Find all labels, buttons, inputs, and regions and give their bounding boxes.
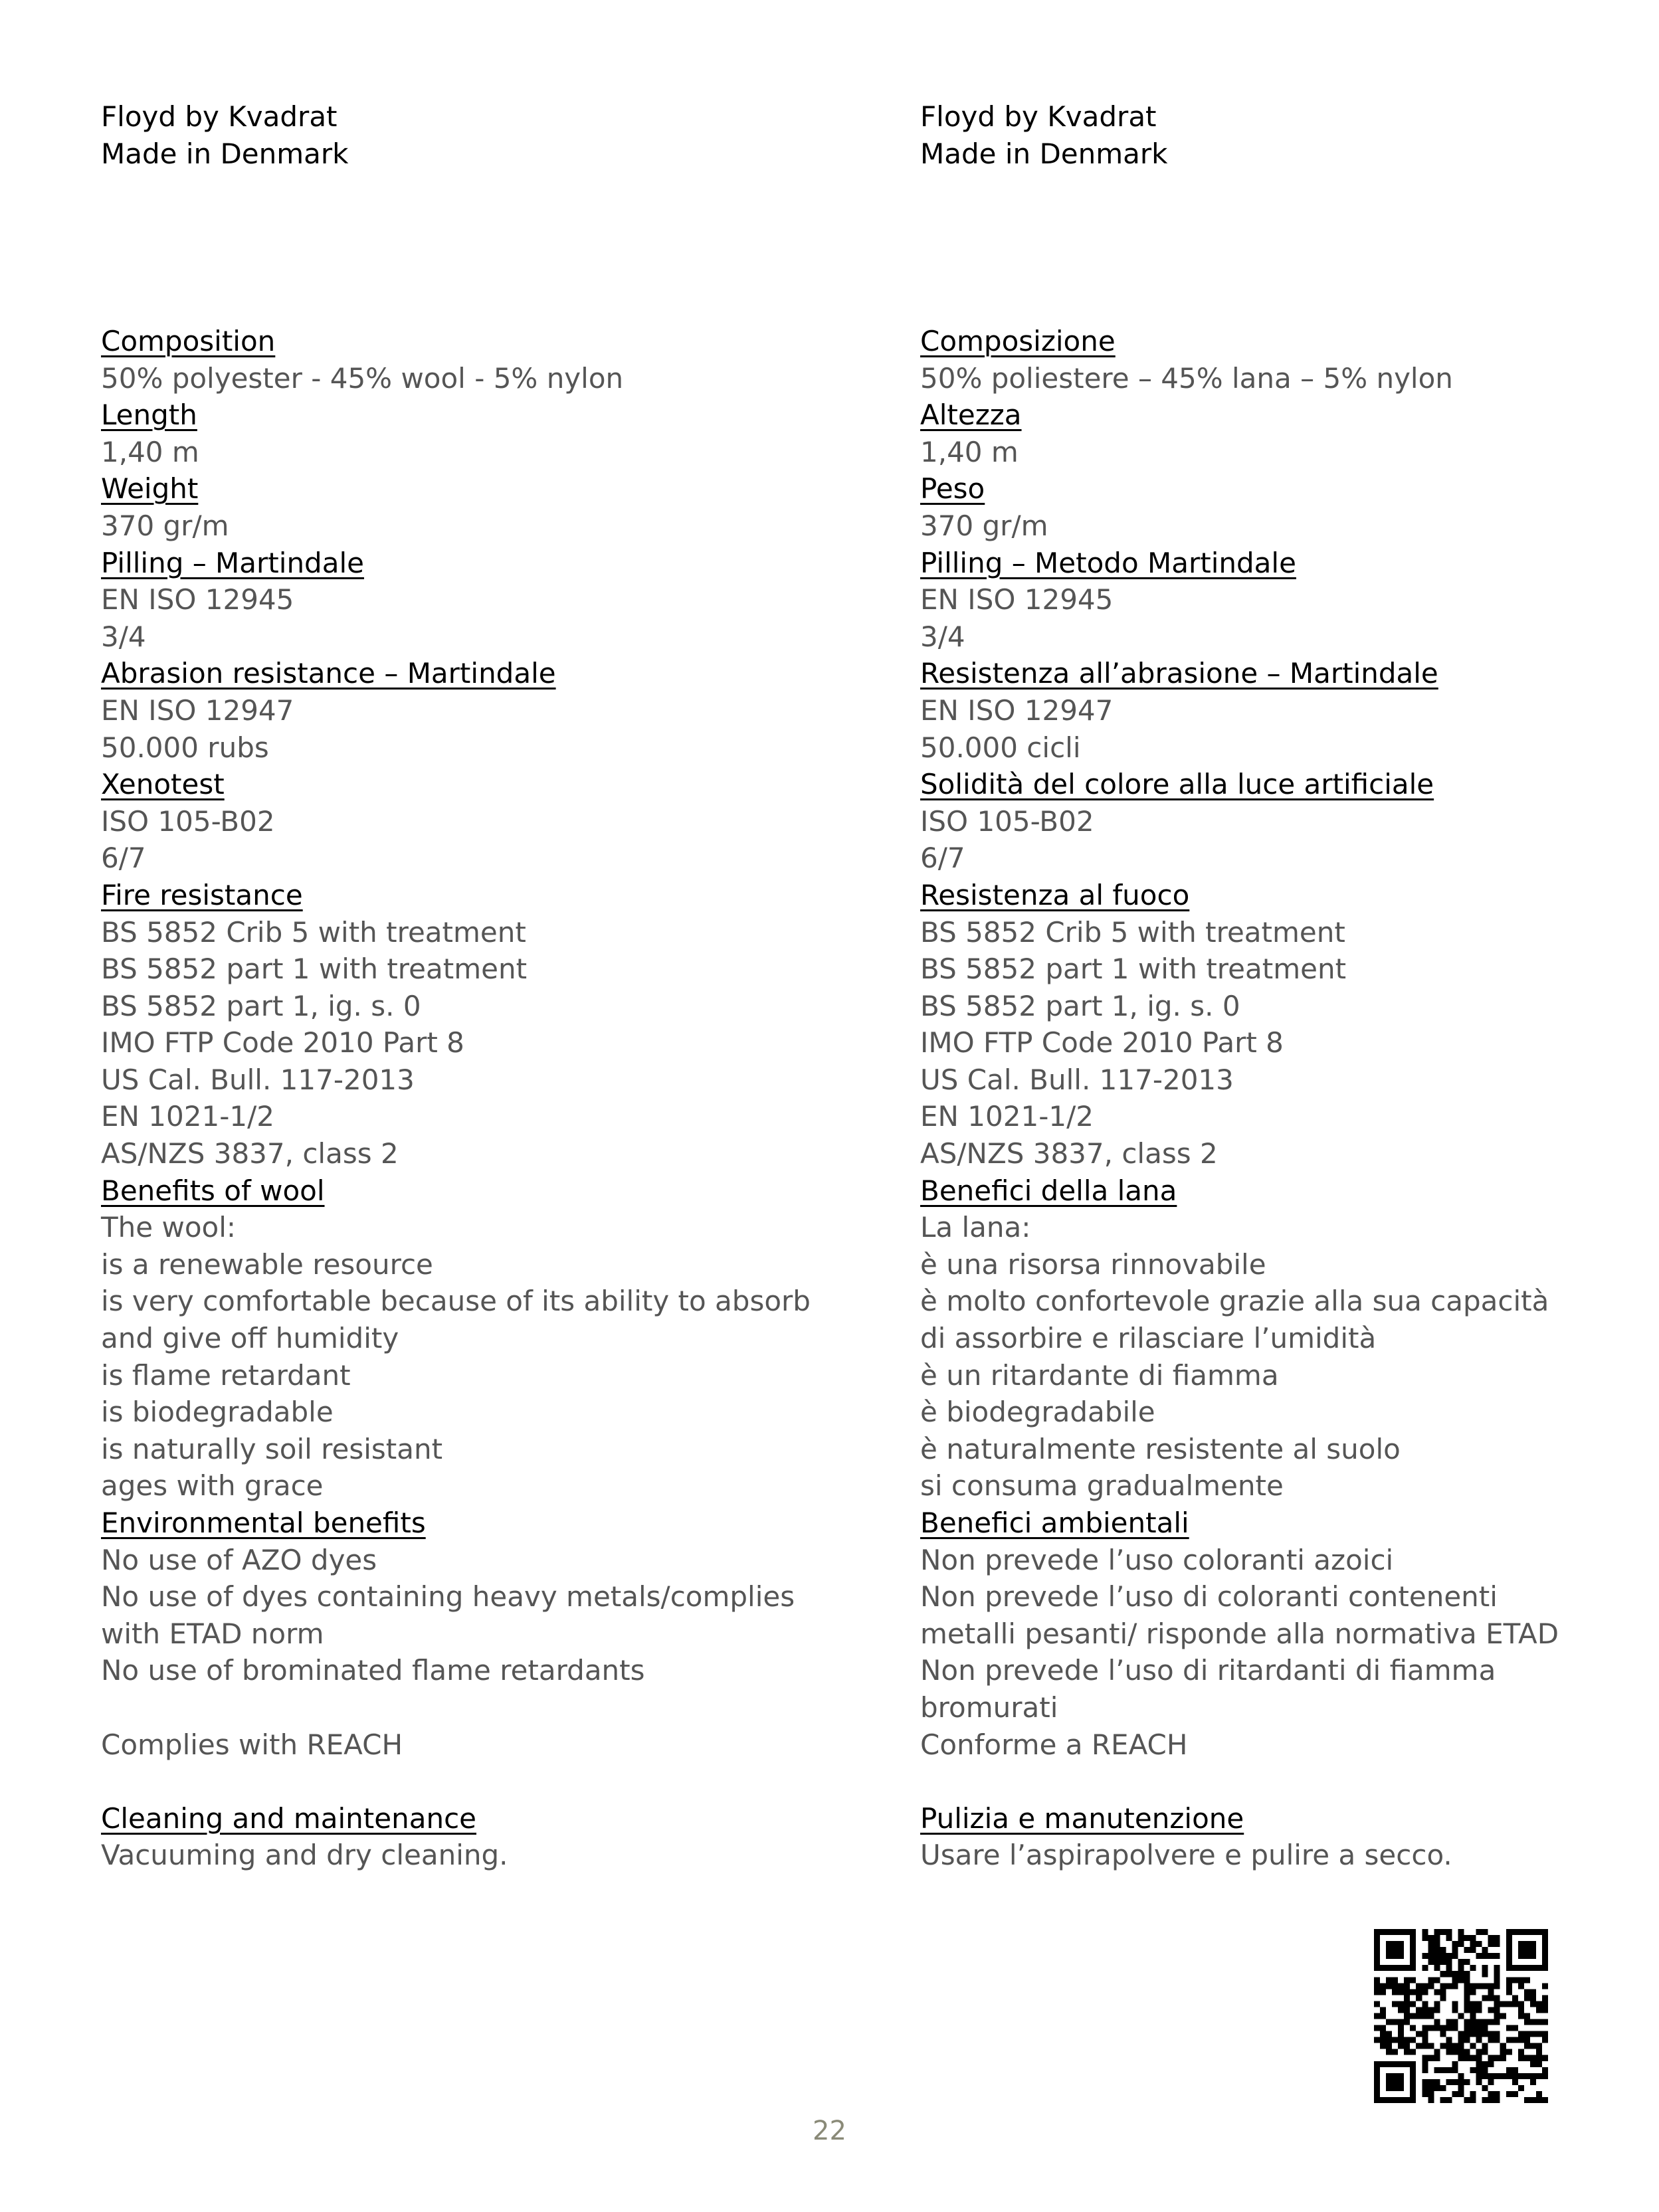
blank-line [101, 1689, 865, 1726]
section-heading: Abrasion resistance – Martindale [101, 657, 556, 690]
spec-value: AS/NZS 3837, class 2 [101, 1137, 399, 1170]
spec-value: and give off humidity [101, 1322, 399, 1355]
spec-value: No use of dyes containing heavy metals/complies [101, 1580, 795, 1613]
section-heading: Weight [101, 472, 199, 506]
spec-value: BS 5852 part 1 with treatment [101, 953, 528, 986]
section-heading: Length [101, 399, 197, 432]
spec-value: è biodegradabile [920, 1396, 1155, 1429]
spec-value: ISO 105-B02 [920, 804, 1094, 838]
spec-value: 370 gr/m [101, 509, 229, 542]
spec-value: 50% polyester - 45% wool - 5% nylon [101, 361, 624, 395]
spec-value: è un ritardante di fiamma [920, 1358, 1279, 1392]
spec-value: metalli pesanti/ risponde alla normativa ETAD [920, 1617, 1559, 1650]
spec-value: BS 5852 part 1, ig. s. 0 [101, 989, 421, 1022]
spec-value: EN 1021-1/2 [920, 1100, 1094, 1133]
spec-value: US Cal. Bull. 117-2013 [101, 1063, 415, 1096]
spec-value: EN ISO 12945 [920, 583, 1114, 616]
section-heading: Altezza [920, 399, 1022, 432]
spec-value: is a renewable resource [101, 1247, 433, 1281]
spec-value: with ETAD norm [101, 1617, 324, 1650]
section-heading: Cleaning and maintenance [101, 1801, 477, 1835]
blank-line [101, 1763, 865, 1800]
section-heading: Benefits of wool [101, 1174, 325, 1207]
spec-value: IMO FTP Code 2010 Part 8 [101, 1026, 464, 1060]
spec-value: EN ISO 12947 [920, 693, 1114, 727]
spec-value: EN ISO 12945 [101, 583, 294, 616]
section-heading: Peso [920, 472, 985, 506]
section-heading: Pilling – Metodo Martindale [920, 546, 1296, 579]
spec-value: BS 5852 part 1 with treatment [920, 953, 1347, 986]
section-heading: Environmental benefits [101, 1507, 426, 1539]
spec-value: bromurati [920, 1691, 1058, 1724]
section-heading: Composition [101, 325, 276, 357]
section-heading: Resistenza all’abrasione – Martindale [920, 657, 1438, 690]
spec-value: 1,40 m [101, 435, 199, 468]
spec-value: ages with grace [101, 1469, 324, 1503]
spec-value: 1,40 m [920, 435, 1019, 468]
spec-list-english [101, 323, 865, 1874]
spec-value: EN 1021-1/2 [101, 1100, 274, 1133]
spec-value: is biodegradable [101, 1396, 334, 1429]
qr-code-icon[interactable] [1374, 1929, 1548, 2103]
spec-value: Non prevede l’uso di coloranti contenenti [920, 1580, 1498, 1613]
spec-value: US Cal. Bull. 117-2013 [920, 1063, 1234, 1096]
spec-value: No use of AZO dyes [101, 1543, 377, 1576]
spec-value: ISO 105-B02 [101, 804, 275, 838]
spec-value: Vacuuming and dry cleaning. [101, 1839, 508, 1872]
section-heading: Fire resistance [101, 878, 303, 911]
spec-value: EN ISO 12947 [101, 693, 294, 727]
spec-list-italian [920, 323, 1659, 1874]
section-heading: Resistenza al fuoco [920, 878, 1190, 911]
section-heading: Pilling – Martindale [101, 546, 364, 579]
italian-column [920, 98, 1659, 1872]
spec-value: La lana: [920, 1211, 1031, 1244]
spec-value: is very comfortable because of its ability to absorb [101, 1285, 811, 1318]
spec-value: The wool: [101, 1211, 237, 1244]
spec-value: Usare l’aspirapolvere e pulire a secco. [920, 1839, 1452, 1872]
spec-value: is naturally soil resistant [101, 1432, 443, 1465]
section-heading: Composizione [920, 325, 1116, 357]
spec-value: è molto confortevole grazie alla sua capacità [920, 1285, 1549, 1318]
brand-name: Floyd by Kvadrat [101, 100, 338, 133]
spec-value: Non prevede l’uso coloranti azoici [920, 1543, 1394, 1576]
section-heading: Benefici ambientali [920, 1507, 1189, 1539]
spec-value: di assorbire e rilasciare l’umidità [920, 1322, 1377, 1355]
blank-line [920, 1763, 1659, 1800]
section-heading: Benefici della lana [920, 1174, 1177, 1207]
origin: Made in Denmark [101, 138, 349, 170]
spec-value: BS 5852 Crib 5 with treatment [920, 915, 1345, 949]
spec-value: No use of brominated flame retardants [101, 1654, 645, 1687]
spec-value: 50% poliestere – 45% lana – 5% nylon [920, 361, 1453, 395]
spec-value: si consuma gradualmente [920, 1469, 1284, 1503]
spec-value: 3/4 [920, 620, 965, 653]
spec-value: è naturalmente resistente al suolo [920, 1432, 1401, 1465]
brand-name: Floyd by Kvadrat [920, 100, 1157, 133]
origin: Made in Denmark [920, 138, 1168, 170]
spec-value: 3/4 [101, 620, 146, 653]
spec-value: Non prevede l’uso di ritardanti di fiamma [920, 1654, 1496, 1687]
spec-value: 50.000 rubs [101, 731, 269, 764]
spec-value: è una risorsa rinnovabile [920, 1247, 1266, 1281]
section-heading: Pulizia e manutenzione [920, 1801, 1244, 1835]
spec-value: BS 5852 Crib 5 with treatment [101, 915, 526, 949]
page-number: 22 [813, 2116, 846, 2146]
spec-value: BS 5852 part 1, ig. s. 0 [920, 989, 1240, 1022]
spec-value: 370 gr/m [920, 509, 1048, 542]
spec-value: Complies with REACH [101, 1728, 403, 1761]
spec-value: Conforme a REACH [920, 1728, 1188, 1761]
spec-value: 6/7 [920, 842, 965, 875]
spec-value: 50.000 cicli [920, 731, 1081, 764]
spec-value: IMO FTP Code 2010 Part 8 [920, 1026, 1284, 1060]
spec-value: is flame retardant [101, 1358, 351, 1392]
english-column [101, 98, 865, 1872]
section-heading: Xenotest [101, 768, 225, 801]
section-heading: Solidità del colore alla luce artificiale [920, 768, 1434, 801]
spec-value: AS/NZS 3837, class 2 [920, 1137, 1218, 1170]
spec-value: 6/7 [101, 842, 146, 875]
